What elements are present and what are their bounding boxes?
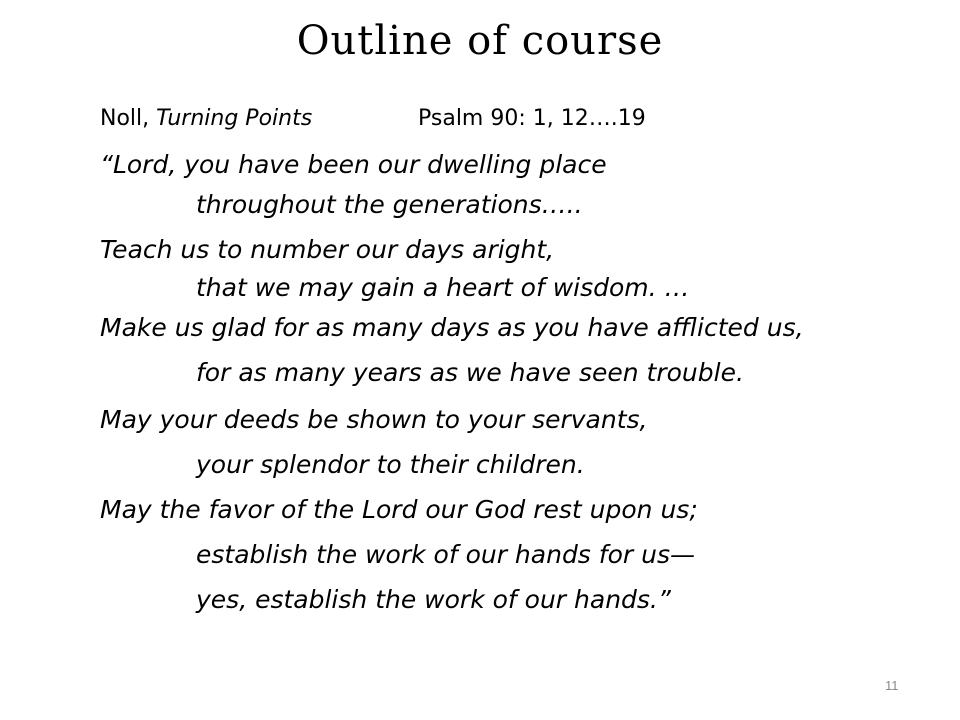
verse-line: establish the work of our hands for us— [196,540,695,569]
verse-line: that we may gain a heart of wisdom. … [196,273,690,302]
page-number: 11 [885,678,899,693]
verse-line: Make us glad for as many days as you have afflicted us, [100,313,804,342]
verse-line: May the favor of the Lord our God rest upon us; [100,495,698,524]
verse-line: your splendor to their children. [196,450,585,479]
verse-line: yes, establish the work of our hands.” [196,585,671,614]
reference-book: Turning Points [156,106,313,131]
verse-line: May your deeds be shown to your servants, [100,405,648,434]
reference-line [100,106,646,131]
slide-title: Outline of course [296,18,664,64]
verse-line: for as many years as we have seen trouble. [196,358,744,387]
reference-psalm: Psalm 90: 1, 12….19 [418,106,646,131]
verse-line: “Lord, you have been our dwelling place [100,150,607,179]
verse-line: throughout the generations….. [196,190,583,219]
reference-author: Noll, [100,106,157,131]
verse-line: Teach us to number our days aright, [100,235,555,264]
